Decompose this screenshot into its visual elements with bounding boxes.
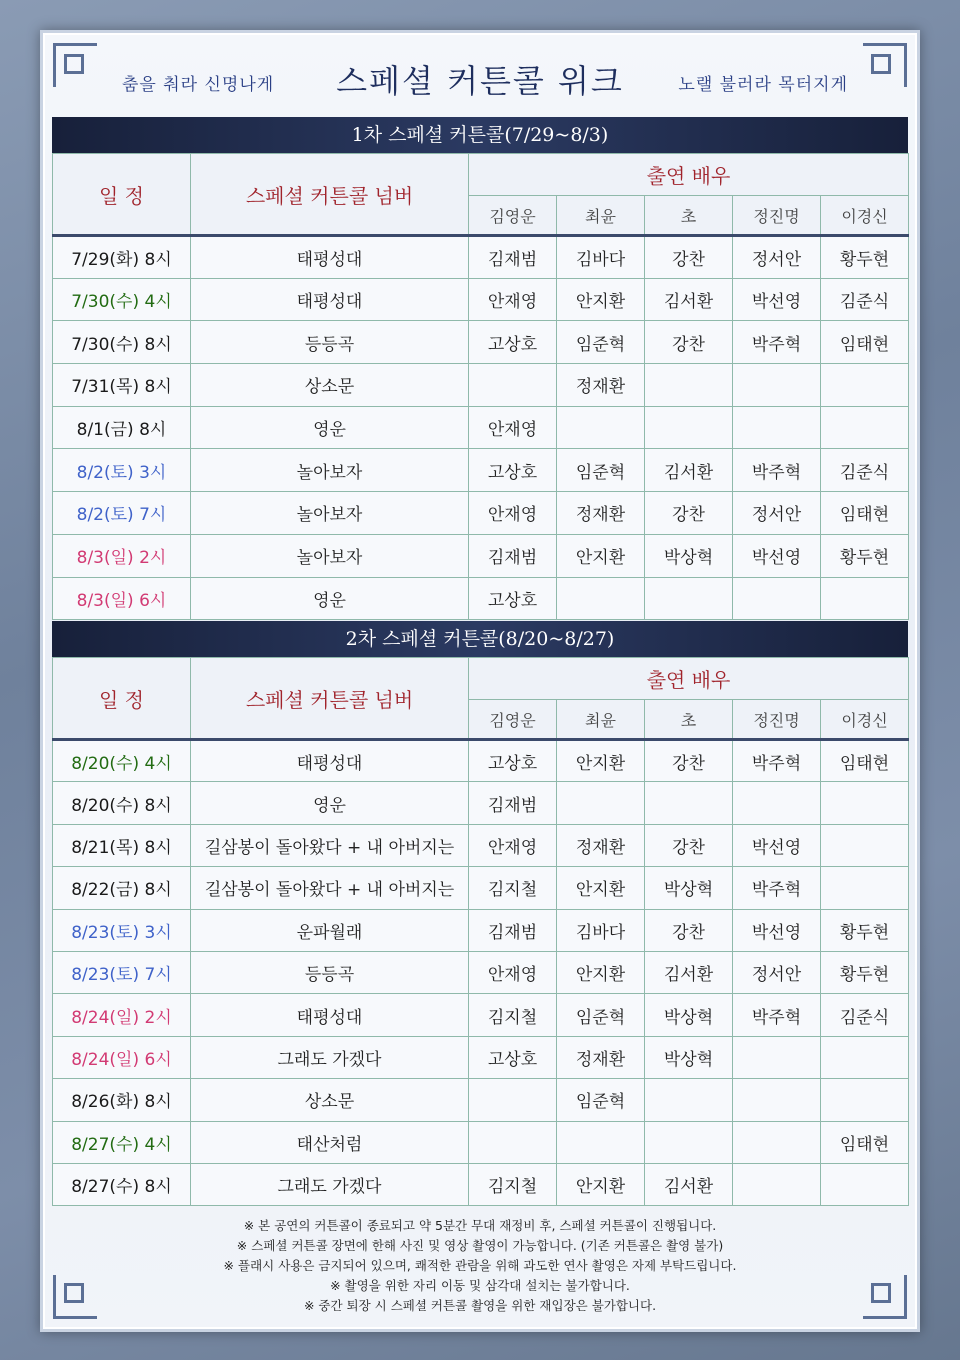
header-number: 스페셜 커튼콜 넘버 xyxy=(191,658,469,740)
cast-cell xyxy=(733,1036,821,1078)
table-row xyxy=(53,236,909,279)
header-cast-group: 출연 배우 xyxy=(469,658,909,700)
table-row xyxy=(53,534,909,577)
cast-cell: 황두현 xyxy=(821,534,909,577)
header-actor: 김영운 xyxy=(469,196,557,236)
cast-cell: 고상호 xyxy=(469,577,557,620)
cast-cell: 황두현 xyxy=(821,909,909,951)
schedule-date: 8/22(금) 8시 xyxy=(53,867,191,909)
cast-cell xyxy=(645,1121,733,1163)
cast-cell xyxy=(821,867,909,909)
curtain-call-number: 영운 xyxy=(191,782,469,824)
cast-cell: 임준혁 xyxy=(557,1079,645,1121)
cast-cell xyxy=(733,406,821,449)
cast-cell xyxy=(733,1079,821,1121)
cast-cell xyxy=(821,577,909,620)
cast-cell: 김준식 xyxy=(821,278,909,321)
cast-cell xyxy=(557,406,645,449)
table-row xyxy=(53,1036,909,1078)
cast-cell: 김재범 xyxy=(469,236,557,279)
cast-cell xyxy=(733,1163,821,1205)
table-row xyxy=(53,909,909,951)
header-actor: 초 xyxy=(645,700,733,740)
cast-cell xyxy=(821,782,909,824)
cast-cell xyxy=(645,406,733,449)
curtain-call-number: 영운 xyxy=(191,577,469,620)
cast-cell: 안지환 xyxy=(557,278,645,321)
curtain-call-number: 영운 xyxy=(191,406,469,449)
schedule-date: 8/2(토) 3시 xyxy=(53,449,191,492)
cast-cell: 박상혁 xyxy=(645,994,733,1036)
table-row xyxy=(53,492,909,535)
cast-cell: 고상호 xyxy=(469,740,557,782)
cast-cell: 박상혁 xyxy=(645,867,733,909)
notice-line: ※ 중간 퇴장 시 스페셜 커튼콜 촬영을 위한 재입장은 불가합니다. xyxy=(303,1298,657,1313)
cast-cell xyxy=(645,782,733,824)
curtain-call-number: 태평성대 xyxy=(191,994,469,1036)
curtain-call-number: 태평성대 xyxy=(191,236,469,279)
curtain-call-number: 놀아보자 xyxy=(191,492,469,535)
cast-cell: 정서안 xyxy=(733,951,821,993)
round2-schedule-table xyxy=(52,657,909,1206)
cast-cell: 정서안 xyxy=(733,492,821,535)
cast-cell: 박선영 xyxy=(733,909,821,951)
table-row xyxy=(53,364,909,407)
cast-cell: 임준혁 xyxy=(557,449,645,492)
header-actor: 최윤 xyxy=(557,700,645,740)
cast-cell: 강찬 xyxy=(645,740,733,782)
cast-cell: 고상호 xyxy=(469,449,557,492)
cast-cell xyxy=(821,406,909,449)
cast-cell: 강찬 xyxy=(645,909,733,951)
cast-cell: 안재영 xyxy=(469,278,557,321)
slogan-right: 노랠 불러라 목터지게 xyxy=(678,75,848,95)
cast-cell: 안재영 xyxy=(469,824,557,866)
header-actor: 이경신 xyxy=(821,196,909,236)
cast-cell xyxy=(733,577,821,620)
curtain-call-number: 길삼봉이 돌아왔다 + 내 아버지는 xyxy=(191,824,469,866)
header-cast-group: 출연 배우 xyxy=(469,154,909,196)
cast-cell: 박주혁 xyxy=(733,740,821,782)
table-row xyxy=(53,951,909,993)
cast-cell: 정서안 xyxy=(733,236,821,279)
cast-cell: 박선영 xyxy=(733,278,821,321)
cast-cell xyxy=(645,577,733,620)
curtain-call-number: 운파월래 xyxy=(191,909,469,951)
cast-cell: 안지환 xyxy=(557,867,645,909)
cast-cell: 박선영 xyxy=(733,534,821,577)
cast-cell: 박주혁 xyxy=(733,449,821,492)
cast-cell: 임태현 xyxy=(821,321,909,364)
cast-cell: 김재범 xyxy=(469,534,557,577)
header-schedule: 일 정 xyxy=(53,658,191,740)
cast-cell: 임태현 xyxy=(821,1121,909,1163)
header-actor: 초 xyxy=(645,196,733,236)
cast-cell xyxy=(821,1163,909,1205)
notice-line: ※ 본 공연의 커튼콜이 종료되고 약 5분간 무대 재정비 후, 스페셜 커튼콜이 진행됩니다. xyxy=(243,1218,717,1233)
cast-cell: 임준혁 xyxy=(557,994,645,1036)
table-row xyxy=(53,321,909,364)
cast-cell: 강찬 xyxy=(645,824,733,866)
cast-cell: 안지환 xyxy=(557,951,645,993)
cast-cell: 안재영 xyxy=(469,406,557,449)
schedule-date: 8/20(수) 4시 xyxy=(53,740,191,782)
cast-cell: 김서환 xyxy=(645,1163,733,1205)
cast-cell: 황두현 xyxy=(821,951,909,993)
cast-cell: 김지철 xyxy=(469,994,557,1036)
curtain-call-number: 등등곡 xyxy=(191,321,469,364)
schedule-date: 8/27(수) 4시 xyxy=(53,1121,191,1163)
cast-cell: 안재영 xyxy=(469,951,557,993)
notice-line: ※ 촬영을 위한 자리 이동 및 삼각대 설치는 불가합니다. xyxy=(330,1278,630,1293)
cast-cell xyxy=(733,1121,821,1163)
cast-cell xyxy=(733,782,821,824)
cast-cell: 김서환 xyxy=(645,449,733,492)
cast-cell: 임태현 xyxy=(821,492,909,535)
table-row xyxy=(53,824,909,866)
curtain-call-number: 상소문 xyxy=(191,364,469,407)
notice-section xyxy=(52,1210,908,1322)
header-actor: 정진명 xyxy=(733,196,821,236)
cast-cell: 강찬 xyxy=(645,321,733,364)
schedule-date: 7/31(목) 8시 xyxy=(53,364,191,407)
cast-cell: 고상호 xyxy=(469,1036,557,1078)
cast-cell: 박주혁 xyxy=(733,994,821,1036)
curtain-call-number: 태평성대 xyxy=(191,740,469,782)
table-row xyxy=(53,406,909,449)
table-row xyxy=(53,278,909,321)
cast-cell: 임준혁 xyxy=(557,321,645,364)
table-row xyxy=(53,577,909,620)
schedule-date: 8/3(일) 6시 xyxy=(53,577,191,620)
cast-cell xyxy=(645,1079,733,1121)
schedule-date: 8/23(토) 3시 xyxy=(53,909,191,951)
schedule-date: 8/2(토) 7시 xyxy=(53,492,191,535)
schedule-date: 7/30(수) 4시 xyxy=(53,278,191,321)
header-actor: 최윤 xyxy=(557,196,645,236)
schedule-date: 8/24(일) 6시 xyxy=(53,1036,191,1078)
curtain-call-number: 놀아보자 xyxy=(191,449,469,492)
page-title: 스페셜 커튼콜 위크 xyxy=(336,62,624,100)
cast-cell: 정재환 xyxy=(557,364,645,407)
header-actor: 김영운 xyxy=(469,700,557,740)
cast-cell xyxy=(645,364,733,407)
schedule-date: 8/24(일) 2시 xyxy=(53,994,191,1036)
cast-cell: 고상호 xyxy=(469,321,557,364)
cast-cell: 김준식 xyxy=(821,449,909,492)
cast-cell xyxy=(733,364,821,407)
cast-cell: 김서환 xyxy=(645,278,733,321)
cast-cell: 박주혁 xyxy=(733,867,821,909)
cast-cell: 김준식 xyxy=(821,994,909,1036)
header-actor: 이경신 xyxy=(821,700,909,740)
cast-cell: 황두현 xyxy=(821,236,909,279)
table-row xyxy=(53,449,909,492)
round1-banner: 1차 스페셜 커튼콜(7/29~8/3) xyxy=(52,117,908,153)
cast-cell xyxy=(557,577,645,620)
curtain-call-number: 태산처럼 xyxy=(191,1121,469,1163)
notice-line: ※ 플래시 사용은 금지되어 있으며, 쾌적한 관람을 위해 과도한 연사 촬영은 자제 부탁드립니다. xyxy=(223,1258,737,1273)
slogan-left: 춤을 춰라 신명나게 xyxy=(122,75,275,95)
cast-cell xyxy=(557,782,645,824)
curtain-call-number: 그래도 가겠다 xyxy=(191,1163,469,1205)
cast-cell: 안재영 xyxy=(469,492,557,535)
schedule-date: 8/23(토) 7시 xyxy=(53,951,191,993)
cast-cell: 김서환 xyxy=(645,951,733,993)
schedule-date: 8/27(수) 8시 xyxy=(53,1163,191,1205)
header-number: 스페셜 커튼콜 넘버 xyxy=(191,154,469,236)
cast-cell: 강찬 xyxy=(645,492,733,535)
cast-cell: 안지환 xyxy=(557,1163,645,1205)
schedule-date: 8/26(화) 8시 xyxy=(53,1079,191,1121)
cast-cell: 김바다 xyxy=(557,909,645,951)
table-row xyxy=(53,782,909,824)
cast-cell xyxy=(821,1036,909,1078)
cast-cell: 김재범 xyxy=(469,909,557,951)
cast-cell: 안지환 xyxy=(557,534,645,577)
cast-cell xyxy=(469,1121,557,1163)
cast-cell: 정재환 xyxy=(557,1036,645,1078)
curtain-call-number: 그래도 가겠다 xyxy=(191,1036,469,1078)
schedule-date: 8/20(수) 8시 xyxy=(53,782,191,824)
curtain-call-number: 길삼봉이 돌아왔다 + 내 아버지는 xyxy=(191,867,469,909)
round2-banner: 2차 스페셜 커튼콜(8/20~8/27) xyxy=(52,621,908,657)
schedule-date: 8/1(금) 8시 xyxy=(53,406,191,449)
round1-schedule-table xyxy=(52,153,909,620)
schedule-date: 8/3(일) 2시 xyxy=(53,534,191,577)
curtain-call-number: 태평성대 xyxy=(191,278,469,321)
cast-cell xyxy=(469,1079,557,1121)
notice-line: ※ 스페셜 커튼콜 장면에 한해 사진 및 영상 촬영이 가능합니다. (기존 커튼콜은 촬영 불가) xyxy=(236,1238,724,1253)
schedule-date: 7/29(화) 8시 xyxy=(53,236,191,279)
header-actor: 정진명 xyxy=(733,700,821,740)
cast-cell: 김지철 xyxy=(469,867,557,909)
cast-cell: 박상혁 xyxy=(645,534,733,577)
cast-cell: 안지환 xyxy=(557,740,645,782)
cast-cell: 정재환 xyxy=(557,492,645,535)
table-row xyxy=(53,1121,909,1163)
poster-header xyxy=(52,52,908,110)
table-row xyxy=(53,867,909,909)
schedule-date: 7/30(수) 8시 xyxy=(53,321,191,364)
table-row xyxy=(53,740,909,782)
table-row xyxy=(53,994,909,1036)
cast-cell xyxy=(821,1079,909,1121)
header-schedule: 일 정 xyxy=(53,154,191,236)
cast-cell: 박주혁 xyxy=(733,321,821,364)
table-row xyxy=(53,1079,909,1121)
schedule-date: 8/21(목) 8시 xyxy=(53,824,191,866)
cast-cell xyxy=(469,364,557,407)
cast-cell: 김재범 xyxy=(469,782,557,824)
cast-cell: 임태현 xyxy=(821,740,909,782)
cast-cell: 강찬 xyxy=(645,236,733,279)
cast-cell: 김지철 xyxy=(469,1163,557,1205)
curtain-call-number: 상소문 xyxy=(191,1079,469,1121)
cast-cell: 박상혁 xyxy=(645,1036,733,1078)
table-row xyxy=(53,1163,909,1205)
cast-cell xyxy=(557,1121,645,1163)
curtain-call-number: 등등곡 xyxy=(191,951,469,993)
cast-cell xyxy=(821,364,909,407)
curtain-call-number: 놀아보자 xyxy=(191,534,469,577)
cast-cell: 박선영 xyxy=(733,824,821,866)
cast-cell: 정재환 xyxy=(557,824,645,866)
cast-cell: 김바다 xyxy=(557,236,645,279)
cast-cell xyxy=(821,824,909,866)
